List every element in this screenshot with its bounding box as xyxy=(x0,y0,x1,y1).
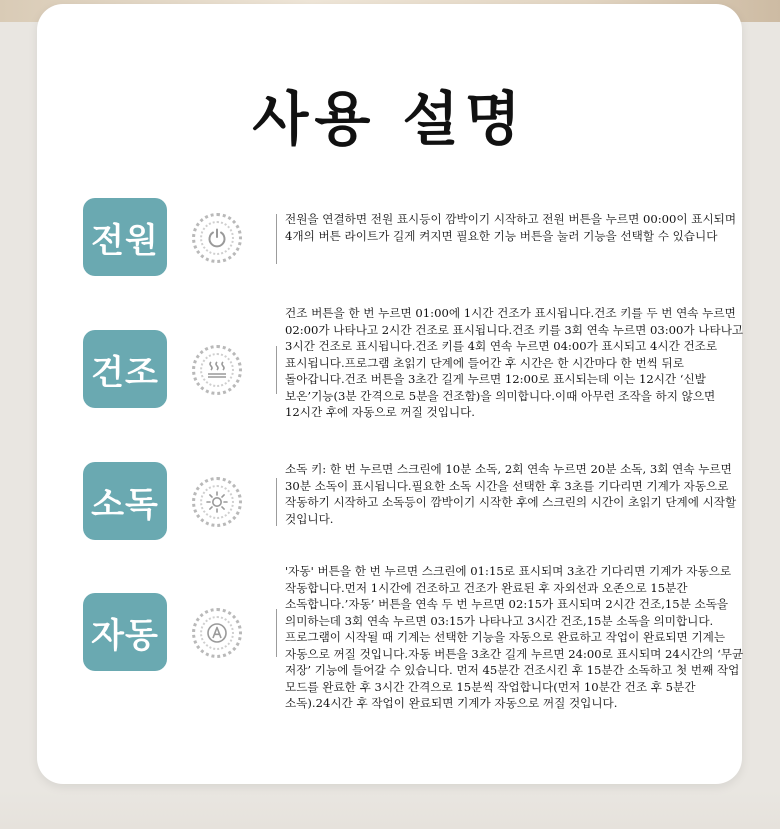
badge-power: 전원 xyxy=(83,198,167,276)
section-text-auto: '자동' 버튼을 한 번 누르면 스크린에 01:15로 표시되며 3초간 기다리면 기계가 자동으로 작동합니다.먼저 1시간에 건조하고 건조가 완료된 후 자외선과 오존으로 15분간 소독합니다.’자동’ 버튼을 연속 두 번 누르면 02:15가 표시되며 2시간 건조,15분 소독을 의미하는데 3회 연속 누르면 03:15가 나타나고 3시간 건조,15분 소독을 의미합니다. 프로그램이 시작될 때 기계는 선택한 기능을 자동으로 완료하고 작업이 완료되면 기계는 자동으로 꺼질 것입니다.자동 버튼을 3초간 길게 누르면 24:00로 표시되며 24시간의 ‘무균 저장’ 기능에 들어갈 수 있습니다. 먼저 45분간 건조시킨 후 15분간 소독하고 첫 번째 작업 모드를 완료한 후 3시간 간격으로 15분씩 작업합니다(먼저 10분간 건조 후 5분간 소독).24시간 후 작업이 완료되면 기계가 자동으로 꺼질 것입니다. xyxy=(285,564,744,710)
sun-icon xyxy=(192,477,242,527)
power-icon xyxy=(192,213,242,263)
page-title: 사용 설명 xyxy=(252,85,527,153)
divider xyxy=(276,609,277,657)
background-bottom xyxy=(0,790,780,829)
heat-icon xyxy=(192,345,242,395)
badge-dry: 건조 xyxy=(83,330,167,408)
divider xyxy=(276,214,277,264)
auto-a-icon xyxy=(192,608,242,658)
section-text-dry: 건조 버튼을 한 번 누르면 01:00에 1시간 건조가 표시됩니다.건조 키를 두 번 연속 누르면 02:00가 나타나고 2시간 건조로 표시됩니다.건조 키를 3회 연속 누르면 03:00가 나타나고 3시간 건조로 표시됩니다.건조 키를 4회 연속 누르면 04:00가 표시되고 4시간 건조로 표시됩니다.프로그램 초읽기 단계에 들어간 후 시간은 한 시간마다 한 번씩 뒤로 돌아갑니다.건조 버튼을 3초간 길게 누르면 12:00로 표시되는데 이는 12시간 ‘신발 보온’기능(3분 간격으로 5분을 건조함)을 의미합니다.이때 아무런 조작을 하지 않으면 12시간 후에 자동으로 꺼질 것입니다. xyxy=(285,306,744,419)
section-text-sterilize: 소독 키: 한 번 누르면 스크린에 10분 소독, 2회 연속 누르면 20분 소독, 3회 연속 누르면 30분 소독이 표시됩니다.필요한 소독 시간을 선택한 후 3초를 기다리면 기계가 자동으로 작동하기 시작하고 소독등이 깜박이기 시작한 후에 스크린의 시간이 초읽기 단계에 시작할 것입니다. xyxy=(285,462,737,526)
divider xyxy=(276,478,277,526)
badge-sterilize: 소독 xyxy=(83,462,167,540)
section-text-power: 전원을 연결하면 전원 표시등이 깜박이기 시작하고 전원 버튼을 누르면 00:00이 표시되며 4개의 버튼 라이트가 길게 켜지면 필요한 기능 버튼을 눌러 기능을 선택할 수 있습니다 xyxy=(285,212,737,243)
badge-auto: 자동 xyxy=(83,593,167,671)
divider xyxy=(276,346,277,394)
